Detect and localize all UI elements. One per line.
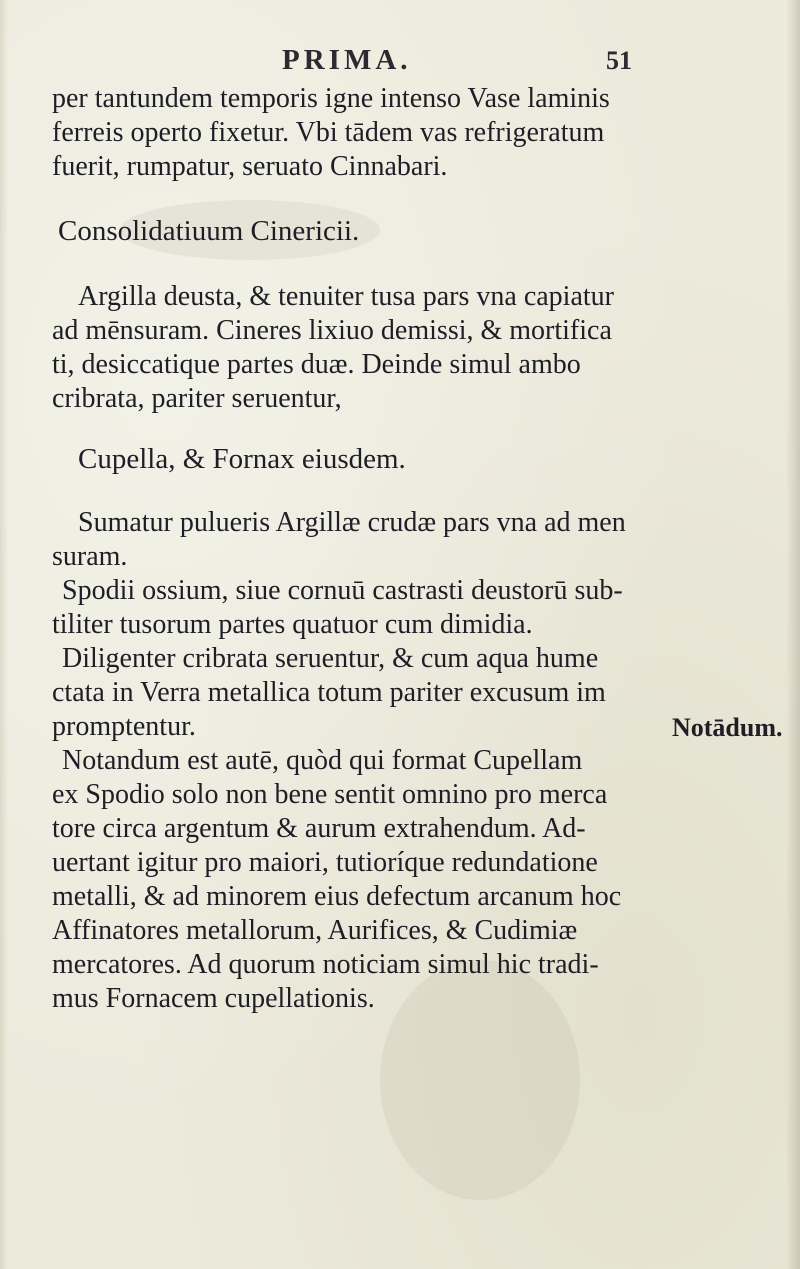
text-line: suram. xyxy=(52,541,128,572)
text-line: metalli, & ad minorem eius defectum arcanum hoc xyxy=(52,881,622,912)
section-heading: Cupella, & Fornax eiusdem. xyxy=(78,443,406,475)
text-line: uertant igitur pro maiori, tutioríque redundatione xyxy=(52,847,598,878)
text-line: per tantundem temporis igne intenso Vase laminis xyxy=(52,83,610,114)
page-header xyxy=(0,40,800,80)
text-line: ad mēnsuram. Cineres lixiuo demissi, & mortifica xyxy=(52,315,612,346)
text-line: ex Spodio solo non bene sentit omnino pro merca xyxy=(52,779,608,810)
text-line: Diligenter cribrata seruentur, & cum aqua hume xyxy=(62,643,599,674)
page-gutter-shadow xyxy=(0,0,8,1269)
text-line: Sumatur pulueris Argillæ crudæ pars vna ad men xyxy=(78,507,626,538)
text-line: ti, desiccatique partes duæ. Deinde simul ambo xyxy=(52,349,581,380)
paper-stain xyxy=(380,960,580,1200)
text-line: ctata in Verra metallica totum pariter excusum im xyxy=(52,677,606,708)
text-line: tiliter tusorum partes quatuor cum dimidia. xyxy=(52,609,533,640)
text-line: cribrata, pariter seruentur, xyxy=(52,383,342,414)
text-line: mus Fornacem cupellationis. xyxy=(52,983,375,1014)
page-edge-shadow xyxy=(786,0,800,1269)
running-head: PRIMA. xyxy=(282,44,412,76)
text-line: Argilla deusta, & tenuiter tusa pars vna capiatur xyxy=(78,281,614,312)
text-line: fuerit, rumpatur, seruato Cinnabari. xyxy=(52,151,448,182)
text-line: promptentur. xyxy=(52,711,196,742)
text-line: Notandum est autē, quòd qui format Cupellam xyxy=(62,745,583,776)
section-heading: Consolidatiuum Cinericii. xyxy=(58,215,360,247)
text-line: Affinatores metallorum, Aurifices, & Cudimiæ xyxy=(52,915,578,946)
text-line: tore circa argentum & aurum extrahendum. Ad- xyxy=(52,813,586,844)
text-line: mercatores. Ad quorum noticiam simul hic tradi- xyxy=(52,949,599,980)
margin-note: Notādum. xyxy=(672,713,783,742)
text-line: ferreis operto fixetur. Vbi tādem vas refrigeratum xyxy=(52,117,605,148)
text-line: Spodii ossium, siue cornuū castrasti deustorū sub- xyxy=(62,575,623,606)
page-number: 51 xyxy=(606,46,632,75)
